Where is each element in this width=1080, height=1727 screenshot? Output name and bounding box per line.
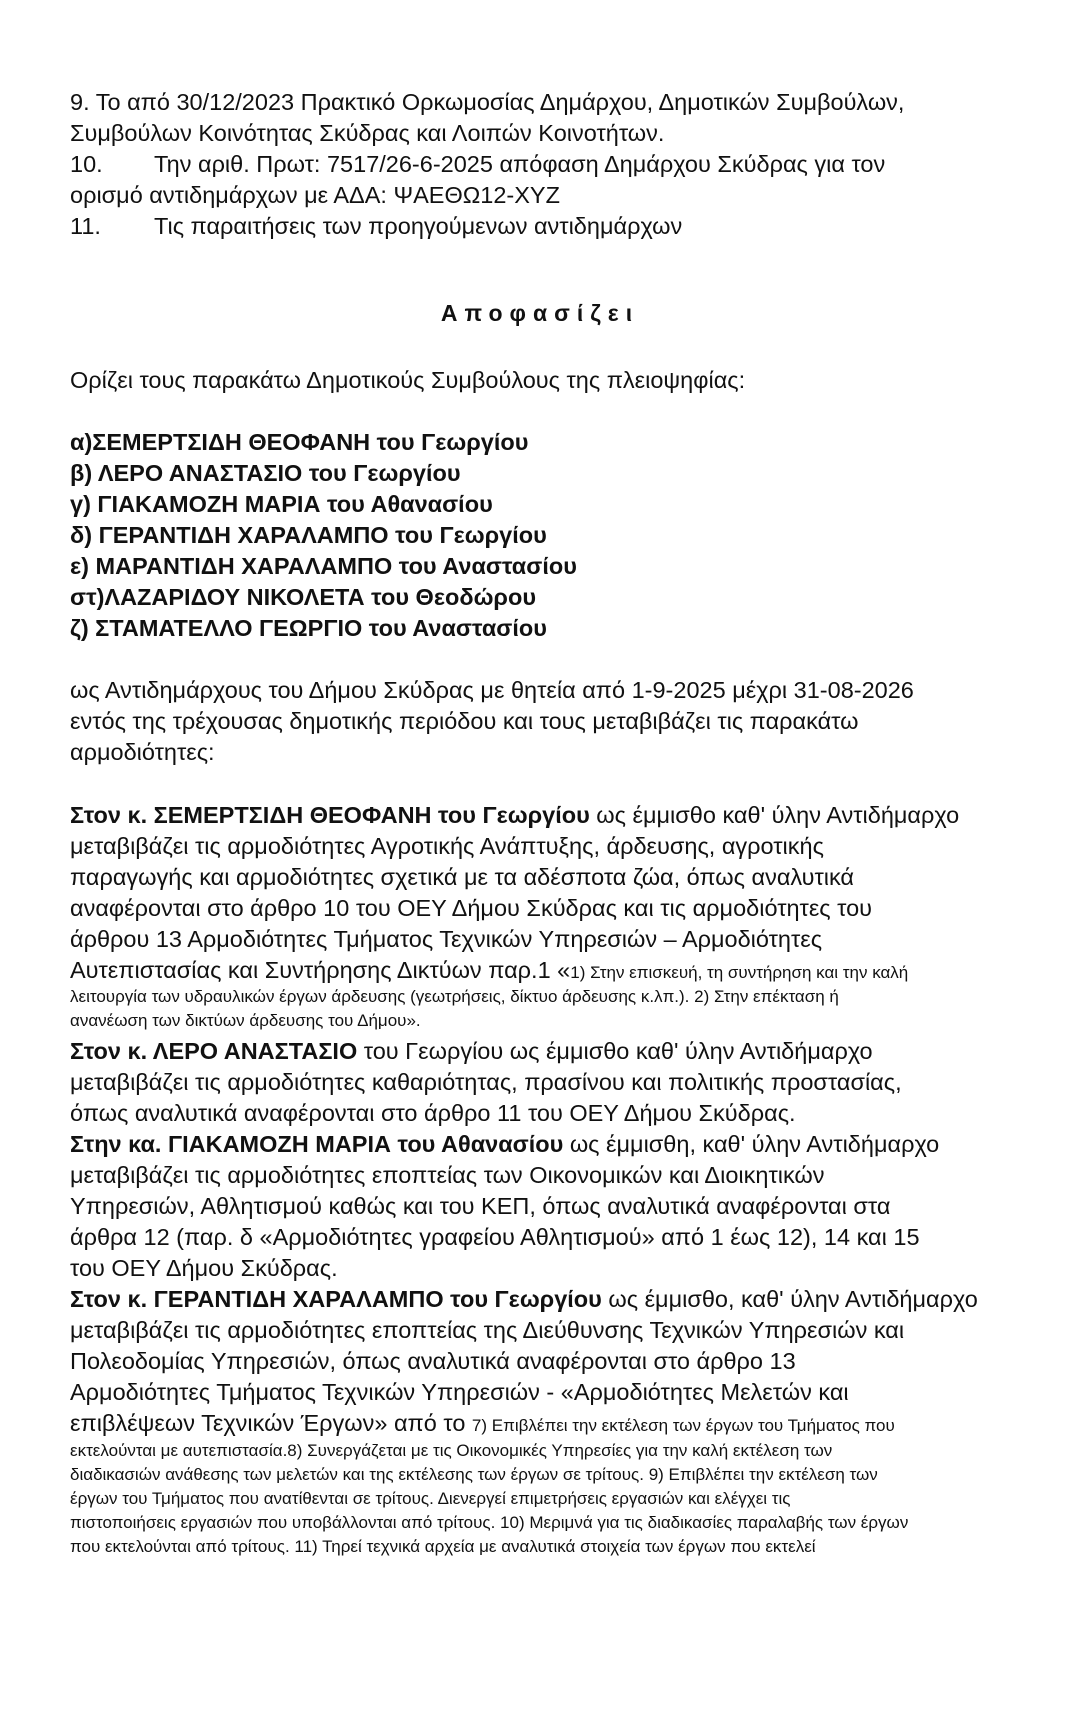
p1-last-main: Αυτεπιστασίας και Συντήρησης Δικτύων παρ.1 «: [70, 957, 571, 983]
decision-heading: Αποφασίζει: [440, 300, 640, 326]
councilor-c: γ) ΓΙΑΚΑΜΟΖΗ ΜΑΡΙΑ του Αθανασίου: [70, 491, 493, 517]
p4-last-line: [70, 1409, 895, 1437]
councilor-a: α)ΣΕΜΕΡΤΣΙΔΗ ΘΕΟΦΑΝΗ του Γεωργίου: [70, 429, 529, 455]
p4-small-line: που εκτελούνται από τρίτους. 11) Τηρεί τεχνικά αρχεία με αναλυτικά στοιχεία των έργων που εκτελεί: [70, 1537, 816, 1556]
p1-lead: Στον κ. ΣΕΜΕΡΤΣΙΔΗ ΘΕΟΦΑΝΗ του Γεωργίου: [70, 802, 590, 828]
consideration-10-number: 10.: [70, 151, 103, 177]
p3-line: άρθρα 12 (παρ. δ «Αρμοδιότητες γραφείου Αθλητισμού» από 1 έως 12), 14 και 15: [70, 1224, 920, 1250]
councilor-b: β) ΛΕΡΟ ΑΝΑΣΤΑΣΙΟ του Γεωργίου: [70, 460, 461, 486]
p1-rest: ως έμμισθο καθ' ύλην Αντιδήμαρχο: [589, 802, 960, 828]
p1-first-line: [70, 801, 959, 829]
p1-last-small: 1) Στην επισκευή, τη συντήρηση και την καλή: [570, 963, 909, 982]
p3-line: Υπηρεσιών, Αθλητισμού καθώς και του ΚΕΠ, όπως αναλυτικά αναφέρονται στα: [70, 1193, 891, 1219]
p4-last-main: επιβλέψεων Τεχνικών Έργων» από το: [70, 1410, 472, 1436]
consideration-11-line1: [70, 212, 682, 240]
p2-line: μεταβιβάζει τις αρμοδιότητες καθαριότητας, πρασίνου και πολιτικής προστασίας,: [70, 1069, 902, 1095]
p2-first-line: [70, 1037, 873, 1065]
consideration-11-number: 11.: [70, 213, 101, 239]
consideration-10-text: Την αριθ. Πρωτ: 7517/26-6-2025 απόφαση Δημάρχου Σκύδρας για τον: [154, 151, 886, 177]
consideration-10-line2: ορισμό αντιδημάρχων με ΑΔΑ: ΨΑΕΘΩ12-ΧΥΖ: [70, 182, 560, 208]
term-line2: εντός της τρέχουσας δημοτικής περιόδου και τους μεταβιβάζει τις παρακάτω: [70, 708, 859, 734]
p4-small-line: έργων του Τμήματος που ανατίθενται σε τρίτους. Διενεργεί επιμετρήσεις εργασιών και ελέγχει τις: [70, 1489, 791, 1508]
p3-line: του ΟΕΥ Δήμου Σκύδρας.: [70, 1255, 338, 1281]
p1-line: μεταβιβάζει τις αρμοδιότητες Αγροτικής Ανάπτυξης, άρδευσης, αγροτικής: [70, 833, 824, 859]
p4-rest: ως έμμισθο, καθ' ύλην Αντιδήμαρχο: [601, 1286, 978, 1312]
p1-line: άρθρου 13 Αρμοδιότητες Τμήματος Τεχνικών Υπηρεσιών – Αρμοδιότητες: [70, 926, 823, 952]
p1-small-line: λειτουργία των υδραυλικών έργων άρδευσης (γεωτρήσεις, δίκτυο άρδευσης κ.λπ.). 2) Στην επέκταση ή: [70, 987, 839, 1006]
p1-last-line: [70, 956, 908, 984]
consideration-11-text: Τις παραιτήσεις των προηγούμενων αντιδημάρχων: [154, 213, 683, 239]
councilor-z: ζ) ΣΤΑΜΑΤΕΛΛΟ ΓΕΩΡΓΙΟ του Αναστασίου: [70, 615, 547, 641]
p4-small-line: διαδικασιών ανάθεσης των μελετών και της εκτέλεσης των έργων σε τρίτους. 9) Επιβλέπει την εκτέλεση των: [70, 1465, 878, 1484]
p4-line: Αρμοδιότητες Τμήματος Τεχνικών Υπηρεσιών - «Αρμοδιότητες Μελετών και: [70, 1379, 849, 1405]
p4-lead: Στον κ. ΓΕΡΑΝΤΙΔΗ ΧΑΡΑΛΑΜΠΟ του Γεωργίου: [70, 1286, 602, 1312]
councilor-e: ε) ΜΑΡΑΝΤΙΔΗ ΧΑΡΑΛΑΜΠΟ του Αναστασίου: [70, 553, 577, 579]
p1-line: παραγωγής και αρμοδιότητες σχετικά με τα αδέσποτα ζώα, όπως αναλυτικά: [70, 864, 855, 890]
p3-line: μεταβιβάζει τις αρμοδιότητες εποπτείας των Οικονομικών και Διοικητικών: [70, 1162, 825, 1188]
p3-rest: ως έμμισθη, καθ' ύλην Αντιδήμαρχο: [563, 1131, 940, 1157]
p3-lead: Στην κα. ΓΙΑΚΑΜΟΖΗ ΜΑΡΙΑ του Αθανασίου: [70, 1131, 564, 1157]
p4-small-line: πιστοποιήσεις εργασιών που υποβάλλονται από τρίτους. 10) Μεριμνά για τις διαδικασίες παραλαβής των έργων: [70, 1513, 909, 1532]
intro-text: Ορίζει τους παρακάτω Δημοτικούς Συμβούλους της πλειοψηφίας:: [70, 367, 746, 393]
p1-small-line: ανανέωση των δικτύων άρδευσης του Δήμου».: [70, 1011, 421, 1030]
p2-line: όπως αναλυτικά αναφέρονται στο άρθρο 11 του ΟΕΥ Δήμου Σκύδρας.: [70, 1100, 796, 1126]
term-line1: ως Αντιδημάρχους του Δήμου Σκύδρας με θητεία από 1-9-2025 μέχρι 31-08-2026: [70, 677, 914, 703]
p1-line: αναφέρονται στο άρθρο 10 του ΟΕΥ Δήμου Σκύδρας και τις αρμοδιότητες του: [70, 895, 873, 921]
term-line3: αρμοδιότητες:: [70, 739, 215, 765]
councilor-st: στ)ΛΑΖΑΡΙΔΟΥ ΝΙΚΟΛΕΤΑ του Θεοδώρου: [70, 584, 537, 610]
p4-line: μεταβιβάζει τις αρμοδιότητες εποπτείας της Διεύθυνσης Τεχνικών Υπηρεσιών και: [70, 1317, 905, 1343]
p4-small-line: εκτελούνται με αυτεπιστασία.8) Συνεργάζεται με τις Οικονομικές Υπηρεσίες για την καλή εκτέλεση των: [70, 1441, 833, 1460]
p4-line: Πολεοδομίας Υπηρεσιών, όπως αναλυτικά αναφέρονται στο άρθρο 13: [70, 1348, 796, 1374]
p3-first-line: [70, 1130, 939, 1158]
p4-last-small: 7) Επιβλέπει την εκτέλεση των έργων του Τμήματος που: [471, 1416, 895, 1435]
p2-rest: του Γεωργίου ως έμμισθο καθ' ύλην Αντιδήμαρχο: [357, 1038, 873, 1064]
consideration-9-line1: 9. Το από 30/12/2023 Πρακτικό Ορκωμοσίας Δημάρχου, Δημοτικών Συμβούλων,: [70, 89, 905, 115]
consideration-10-line1: [70, 150, 885, 178]
p2-lead: Στον κ. ΛΕΡΟ ΑΝΑΣΤΑΣΙΟ: [70, 1038, 358, 1064]
consideration-9-line2: Συμβούλων Κοινότητας Σκύδρας και Λοιπών Κοινοτήτων.: [70, 120, 665, 146]
councilor-d: δ) ΓΕΡΑΝΤΙΔΗ ΧΑΡΑΛΑΜΠΟ του Γεωργίου: [70, 522, 547, 548]
p4-first-line: [70, 1285, 978, 1313]
